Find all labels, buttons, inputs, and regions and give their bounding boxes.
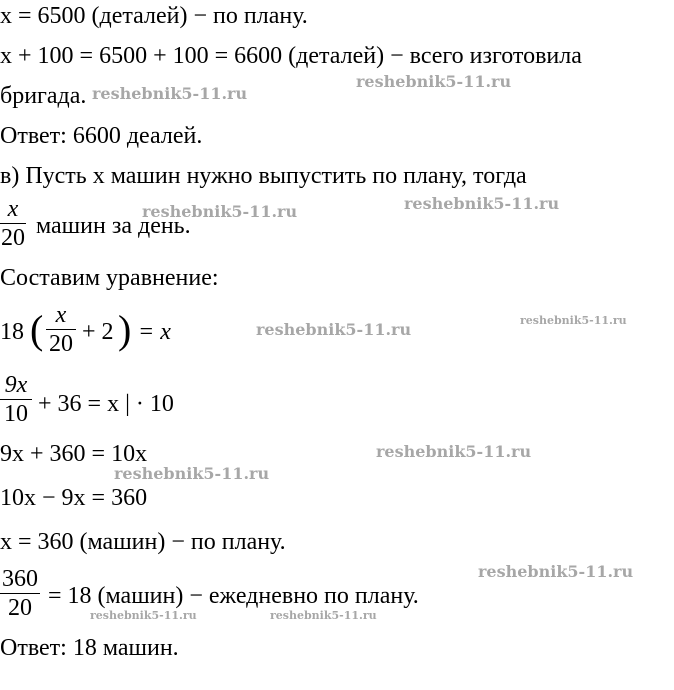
watermark: reshebnik5-11.ru	[270, 609, 377, 622]
eq2-fraction	[0, 372, 32, 427]
eq1-fraction	[46, 302, 76, 357]
watermark: reshebnik5-11.ru	[520, 314, 627, 327]
eq1-fraction-numerator: x	[55, 302, 67, 328]
fraction-numerator: x	[7, 196, 19, 222]
line-equation-3: 9x + 360 = 10x	[0, 441, 148, 467]
eq2-rest: + 36 = x | · 10	[38, 391, 174, 417]
eq3-fraction-denominator: 20	[8, 595, 32, 621]
eq3-fraction-numerator: 360	[2, 566, 38, 592]
watermark: reshebnik5-11.ru	[376, 442, 532, 461]
eq1-right-side: = x	[138, 319, 171, 345]
eq2-fraction-numerator: 9x	[4, 372, 28, 398]
right-paren: )	[118, 307, 132, 352]
fraction-denominator: 20	[1, 225, 25, 251]
fraction-x-over-20	[0, 196, 26, 251]
line-plan-machines: x = 360 (машин) − по плану.	[0, 529, 286, 555]
eq2-fraction-denominator: 10	[4, 401, 28, 427]
line-answer-1: Ответ: 6600 деалей.	[0, 123, 203, 149]
eq3-rest: = 18 (машин) − ежедневно по плану.	[48, 583, 419, 609]
line-total-details: x + 100 = 6500 + 100 = 6600 (деталей) − всего изготовила	[0, 43, 582, 69]
watermark: reshebnik5-11.ru	[256, 320, 412, 339]
watermark: reshebnik5-11.ru	[92, 84, 248, 103]
watermark: reshebnik5-11.ru	[142, 202, 298, 221]
line-equation-4: 10x − 9x = 360	[0, 485, 148, 511]
eq1-fraction-bar	[46, 329, 76, 330]
eq3-fraction-bar	[0, 593, 40, 594]
eq3-fraction	[0, 566, 40, 621]
eq1-coefficient: 18	[0, 319, 24, 345]
line-machines-per-day: машин за день.	[36, 213, 191, 239]
line-plan-details: x = 6500 (деталей) − по плану.	[0, 3, 308, 29]
line-brigade: бригада.	[0, 83, 87, 109]
watermark: reshebnik5-11.ru	[478, 562, 634, 581]
eq2-fraction-bar	[0, 399, 32, 400]
left-paren: (	[30, 307, 44, 352]
watermark: reshebnik5-11.ru	[404, 194, 560, 213]
watermark: reshebnik5-11.ru	[114, 464, 270, 483]
fraction-bar	[0, 223, 26, 224]
line-answer-2: Ответ: 18 машин.	[0, 635, 179, 661]
line-let-x: в) Пусть x машин нужно выпустить по плану, тогда	[0, 163, 527, 189]
eq1-fraction-denominator: 20	[49, 331, 73, 357]
watermark: reshebnik5-11.ru	[356, 72, 512, 91]
watermark: reshebnik5-11.ru	[90, 609, 197, 622]
eq1-plus-two: + 2	[82, 319, 114, 345]
line-make-equation: Составим уравнение:	[0, 265, 219, 291]
